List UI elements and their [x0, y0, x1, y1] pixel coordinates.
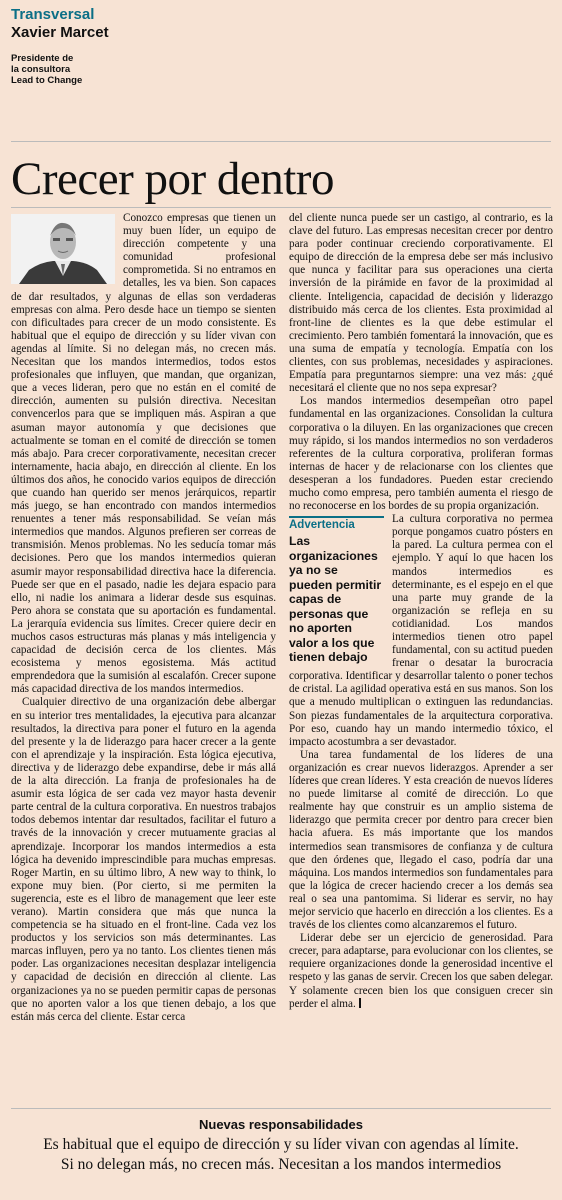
headline-divider — [11, 207, 551, 208]
article-headline: Crecer por dentro — [11, 153, 334, 205]
article-column-1 — [11, 212, 276, 1024]
pull-quote-title: Advertencia — [289, 519, 355, 532]
author-role-line: la consultora — [11, 64, 71, 75]
author-role-line: Lead to Change — [11, 75, 83, 86]
author-name: Xavier Marcet — [11, 24, 109, 41]
paragraph: Una tarea fundamental de los líderes de una organización es crear nuevos liderazgos. Aprender a ser líderes que crean líderes. Y esta creación de nuevos líderes no puede limitarse al comité de dirección. Lo que realmente hay que construir es un amplio sistema de liderazgo que permita crecer por dentro para crecer bien hacia afuera. Es más importante que los mandos intermedios sean transmisores de confianza y de cultura que den órdenes que, llegado el caso, podría dar una máquina. Los mandos intermedios son fundamentales para que la lógica de crecer haciendo crecer a los demás sea real o sea una pantomima. Si liderar es servir, no hay mejor servicio que hacerlo en dirección a los clientes. Es a través de los clientes como alcanzaremos el futuro. — [289, 748, 553, 932]
author-photo — [11, 214, 115, 284]
footer-divider — [11, 1108, 551, 1109]
footer-text: Es habitual que el equipo de dirección y su líder vivan con agendas al límite. Si no delegan más, no crecen más. Necesitan a los mandos intermedios — [43, 1136, 519, 1173]
pull-quote-text: Las organizaciones ya no se pueden permitir capas de personas que no aporten valor a los que tienen debajo — [289, 534, 382, 665]
paragraph: del cliente nunca puede ser un castigo, al contrario, es la clave del futuro. Las empresas necesitan crecer por dentro para poder continuar creciendo corporativamente. El equipo de dirección de la empresa debe ser más inclusivo que nunca y facilitar para sus operaciones una cierta inversión de la pirámide en favor de la proximidad al cliente. Inteligencia, capacidad de decisión y liderazgo distribuido más cerca de los clientes. Esta proximidad al front-line de clientes es la que debe estimular el crecimiento. Pero también fomentará la innovación, que es una suma de empatía y tecnología. Empatía con los clientes, con sus problemas, necesidades y aspiraciones. Empatía para preguntarnos siempre: una vez más: ¿qué necesitará el cliente que no nos sepa expresar? — [289, 212, 553, 395]
footer-title: Nuevas responsabilidades — [198, 1117, 363, 1132]
paragraph: Conozco empresas que tienen un muy buen líder, un equipo de dirección competente y una comunidad profesional comprometida. Si no entramos en detalles, les va bien. Son capaces de dar resultados, y algunas de ellas son verdaderas empresas con alma. Pero desde hace un tiempo se sienten con dificultades para crecer de un modo consistente. Es habitual que el equipo de dirección y su líder vivan con agendas al límite. Si no delegan más, no crecen más. Necesitan que los mandos intermedios, todos estos profesionales que influyen, que mandan, que organizan, que a veces lideran, pero que no están en el comité de dirección, aumenten su pulsión directiva. Necesitan convencerlos para que se impliquen más. Aspiran a que asuman mayor autonomía y que decisiones que actualmente se toman en el comité de dirección se tomen más abajo. Para crecer corporativamente, necesitan crecer internamente, hacia abajo, en dirección al cliente. En los últimos dos años, he conocido varios equipos de dirección que cuando han querido ser menos jerárquicos, repartir más juego, se han encontrado con mandos intermedios renuentes a tener más responsabilidad. Se veían más intermedios que mandos. Algunos prefieren ser correas de transmisión. Menos problemas. No les seducía tomar más decisiones. Pero que los mandos intermedios quieran asumir mayor responsabilidad directiva hace la diferencia. Puede ser que en el pasado, nadie les dejara espacio para ello, ni nadie los animara a liderar desde sus esquinas. Pero ahora se constata que su aportación es fundamental. La jerarquía evidencia sus límites. Crecer quiere decir en muchos casos estructuras más planas y más inteligencia y capacidad de decisión cerca de los clientes. Más ecosistema y menos egosistema. Más actitud emprendedora que la sumisión al escalafón. Crecer supone más capacidad directiva de los mandos intermedios. — [11, 212, 276, 696]
author-role-line: Presidente de — [11, 53, 74, 64]
pull-quote-box — [289, 516, 384, 665]
section-label: Transversal — [11, 6, 95, 23]
paragraph: Cualquier directivo de una organización debe albergar en su interior tres mentalidades, la ejecutiva para alcanzar resultados, la directiva para poner el futuro en la agenda del presente y la de liderazgo para hacer crecer a la gente con el aprendizaje y la inspiración. Esta lógica ejecutiva, directiva y de liderazgo debe expandirse, debe ir más allá de la alta dirección. La franja de profesionales ha de asumir esta lógica de ser cada vez mayor hasta devenir parte central de la cultura corporativa. En nuestros trabajos todos debemos intentar dar resultados, facilitar el futuro a través de la innovación y crecer mutuamente gracias al aprendizaje. Incorporar los mandos intermedios a esta lógica ha devenido imprescindible para muchas empresas. Roger Martin, en su último libro, A new way to think, lo expone muy bien. (Por cierto, si me permiten la sugerencia, este es el libro de management que leer este verano). Martin considera que más que nunca la competencia se ha situado en el front-line. Cada vez los productos y los servicios son más determinantes. Las marcas influyen, pero ya no tanto. Los clientes tienen más poder. Las organizaciones necesitan desplazar inteligencia y capacidad de decisión en dirección al cliente. Las organizaciones ya no se pueden permitir capas de personas que no aporten valor a los que tienen debajo, a los que están más cerca del cliente. Estar cerca — [11, 696, 276, 1023]
top-divider — [11, 141, 551, 142]
paragraph: La cultura corporativa no permea porque pongamos cuatro pósters en la pared. La cultura permea con el ejemplo. Y aquí lo que hacen los mandos intermedios es determinante, es el espejo en el que una parte muy grande de la organización se refleja en su cotidianidad. Los mandos intermedios tienen otro papel fundamental, con su actitud pueden frenar o desatar la burocracia corporativa. Identificar y desarrollar talento o poner techos de cristal. La agilidad operativa está en sus manos. Son los que a menudo multiplican o extinguen las redundancias. Son piezas fundamentales de la arquitectura corporativa. Por eso, cuando hay un mando intermedio tóxico, el impacto acostumbra a ser devastador. — [289, 513, 553, 748]
end-mark — [359, 998, 361, 1008]
paragraph: Los mandos intermedios desempeñan otro papel fundamental en las organizaciones. Consolidan la cultura corporativa o la diluyen. En las organizaciones que crecen muy rápido, si los mandos intermedios no son verdaderos referentes de la cultura corporativa, proliferan formas internas de hacer y de relacionarse con los clientes que desesperan a los fundadores. Pueden estar creciendo mucho como empresa, pero también aumenta el riesgo de no reconocerse en los bordes de su propia organización. — [289, 395, 553, 513]
paragraph-last — [289, 932, 553, 1011]
author-role — [11, 53, 82, 86]
article-column-2 — [289, 212, 553, 1011]
paragraph-text: Liderar debe ser un ejercicio de generosidad. Para crecer, para adaptarse, para evolucionar con los clientes, se requiere organizaciones donde la generosidad incentive el respeto y las ganas de servir. Crecen los que saben delegar. Y solamente crecen bien los que consiguen crecer sin perder el alma. — [289, 932, 553, 1010]
